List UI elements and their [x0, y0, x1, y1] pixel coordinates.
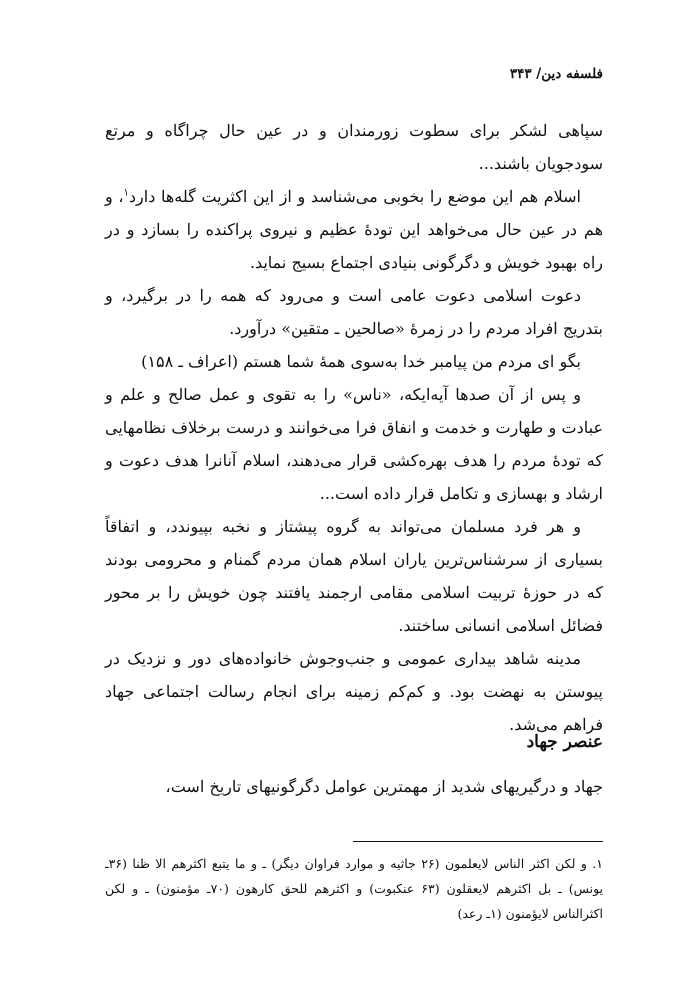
paragraph-3: دعوت اسلامی دعوت عامی است و می‌رود که همه را در برگیرد، و بتدریج افراد مردم را در زمرهٔ «صالحین ـ متقین» درآورد.: [105, 286, 603, 338]
body-text: [105, 114, 603, 741]
paragraph-5: و پس از آن صدها آیه‌ایکه، «ناس» را به تقوی و عمل صالح و علم و عبادت و طهارت و خدمت و انفاق فرا می‌خوانند و درست برخلاف نظامهایی که تودهٔ مردم را هدف بهره‌کشی قرار می‌دهند، اسلام آنانرا هدف دعوت و ارشاد و بهسازی و تکامل قرار داده است...: [105, 385, 603, 503]
section-heading: عنصر جهاد: [526, 732, 603, 752]
section-body: [105, 770, 603, 803]
footnote-text: ۱. و لکن اکثر الناس لایعلمون (۲۶ جاثیه و موارد فراوان دیگر) ـ و ما یتبع اکثرهم الا ظنا (۳۶ـ یونس) ـ بل اکثرهم لایعقلون (۶۳ عنکبوت) و اکثرهم للحق کارهون (۷۰ـ مؤمنون) ـ و لکن اکثرالناس لایؤمنون (۱ـ رعد): [105, 856, 604, 921]
paragraph-2-part-1: اسلام هم این موضع را بخوبی می‌شناسد و از این اکثریت گله‌ها دارد: [128, 187, 581, 206]
section-first-line: جهاد و درگیریهای شدید از مهمترین عوامل دگرگونیهای تاریخ است،: [165, 777, 603, 796]
footnote: [105, 851, 603, 926]
paragraph-6: و هر فرد مسلمان می‌تواند به گروه پیشتاز و نخبه بپیوندد، و اتفاقاً بسیاری از سرشناس‌ترین یاران اسلام همان مردم گمنام و محرومی بودند که در حوزهٔ تربیت اسلامی مقامی ارجمند یافتند چون خویش را بر محور فضائل اسلامی انسانی ساختند.: [105, 517, 603, 635]
footnote-marker: ۱: [123, 187, 129, 199]
paragraph-4: بگو ای مردم من پیامبر خدا به‌سوی همهٔ شما هستم (اعراف ـ ۱۵۸): [141, 352, 581, 371]
paragraph-2-part-2: ، و هم در عین حال می‌خواهد این تودهٔ عظیم و نیروی پراکنده را بسازد و در راه بهبود خویش و دگرگونی بنیادی اجتماع بسیج نماید.: [105, 187, 604, 272]
paragraph-7: مدینه شاهد بیداری عمومی و جنب‌وجوش خانواده‌های دور و نزدیک در پیوستن به نهضت بود. و کم‌کم زمینه برای انجام رسالت اجتماعی جهاد فراهم می‌شد.: [105, 649, 604, 734]
running-head: فلسفه دین/ ۳۴۳: [509, 66, 603, 82]
footnote-separator: [353, 841, 603, 842]
paragraph-2: [105, 180, 603, 279]
paragraph-1: سپاهی لشکر برای سطوت زورمندان و در عین حال چراگاه و مرتع سودجویان باشند...: [105, 121, 603, 173]
